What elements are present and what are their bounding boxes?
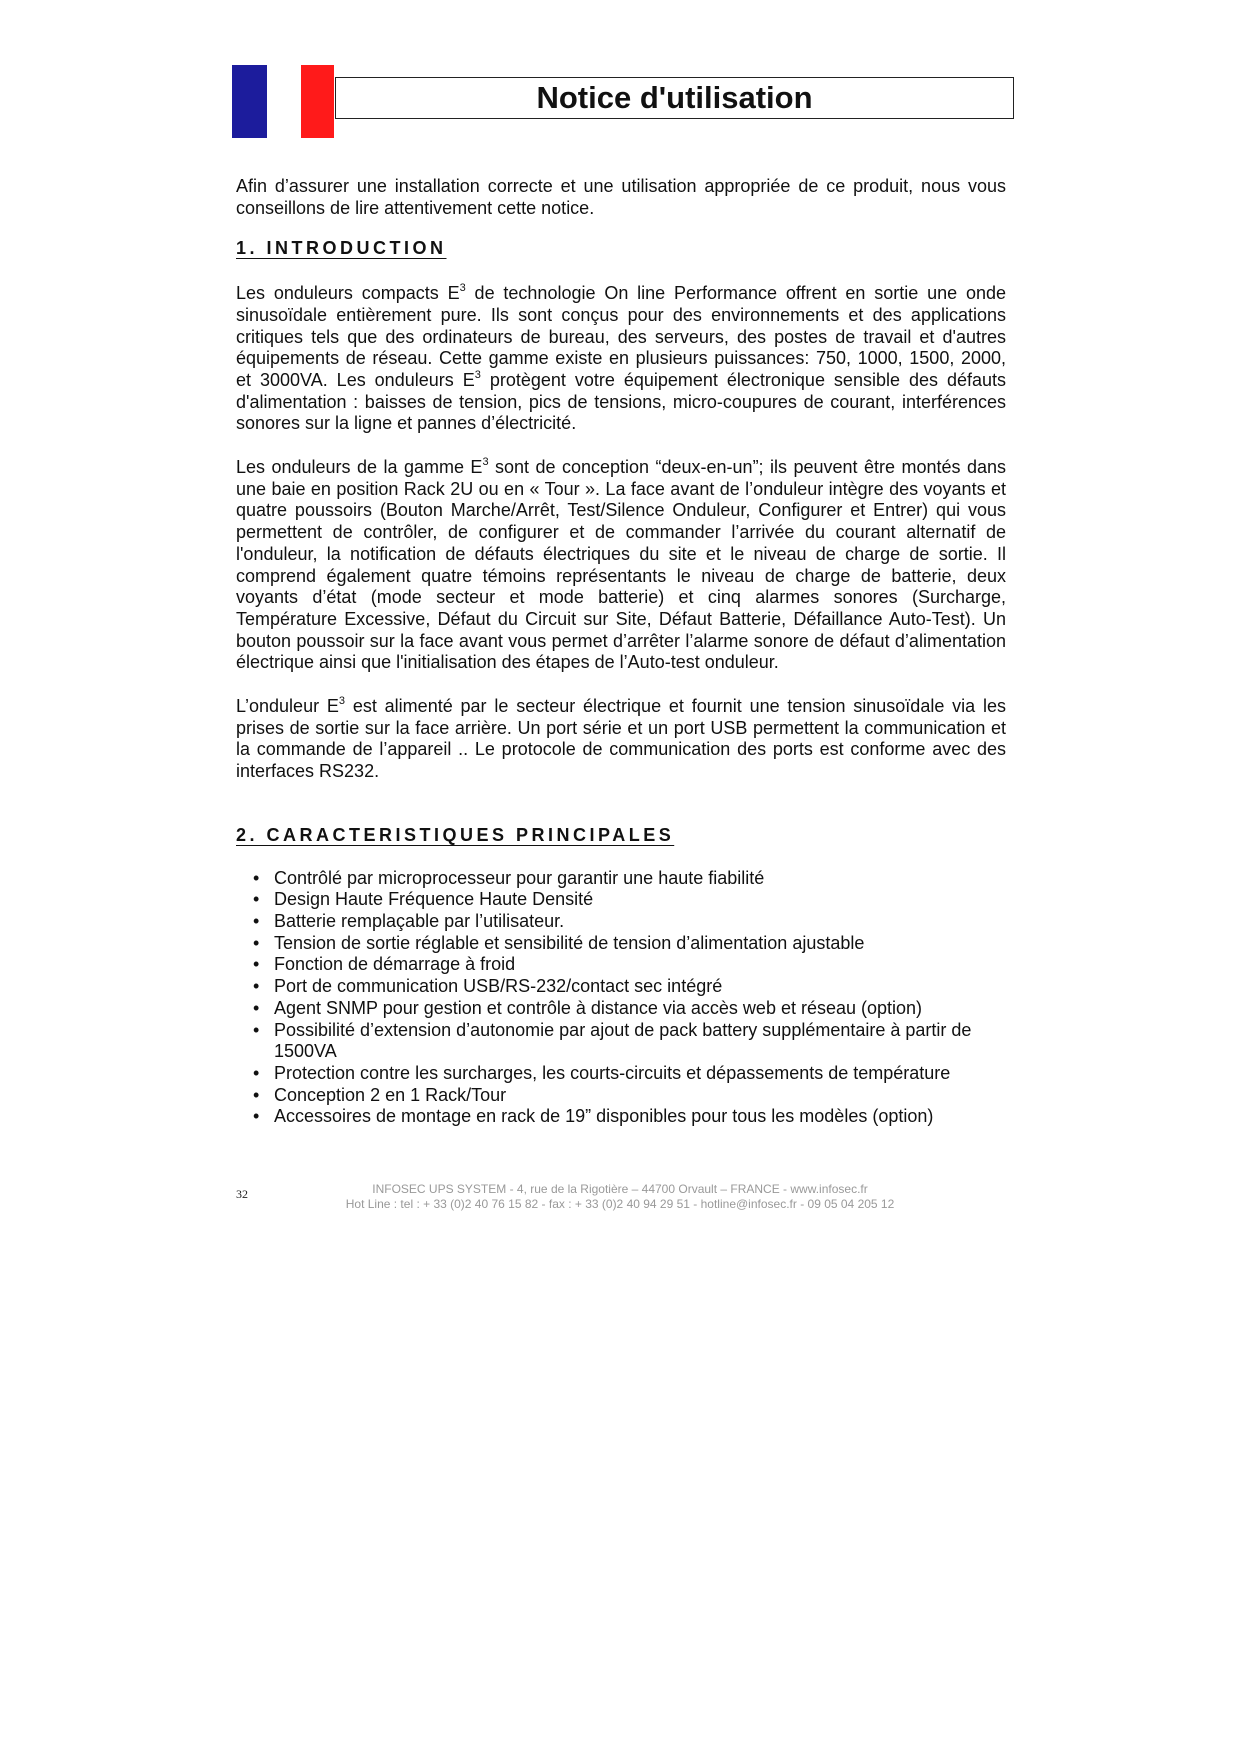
list-item: • Agent SNMP pour gestion et contrôle à distance via accès web et réseau (option) — [253, 997, 923, 1018]
flag-white-stripe — [267, 65, 301, 138]
intro-paragraph-1: Les onduleurs compacts $E^3$ de technologie On line Performance offrent en sortie une onde sinusoïdale entièrement pure. Ils sont conçus pour des environnements et des applications critiques tels que des ordinateurs de bureau, des serveurs, des postes de travail et d'autres équipements de réseau. Cette gamme existe en plusieurs puissances: 750, 1000, 1500, 2000, et 3000VA. Les onduleurs $E^3$ protègent votre équipement électronique sensible des défauts d'alimentation : baisses de tension, pics de tensions, micro-coupures de courant, interférences sonores sur la ligne et pannes d’électricité. — [236, 282, 1006, 434]
list-item: • Conception 2 en 1 Rack/Tour — [253, 1084, 507, 1105]
intro-paragraph: Afin d’assurer une installation correcte et une utilisation appropriée de ce produit, nous vous conseillons de lire attentivement cette notice. — [236, 176, 1006, 218]
list-item: • Fonction de démarrage à froid — [253, 954, 516, 975]
intro-paragraph-3: L’onduleur $E^3$ est alimenté par le secteur électrique et fournit une tension sinusoïdale via les prises de sortie sur la face arrière. Un port série et un port USB permettent la communication et la commande de l’appareil .. Le protocole de communication des ports est conforme avec des interfaces RS232. — [236, 695, 1006, 782]
list-item: • Accessoires de montage en rack de 19” disponibles pour tous les modèles (option) — [253, 1106, 934, 1127]
list-item: • Batterie remplaçable par l’utilisateur. — [253, 910, 565, 931]
list-item: • Tension de sortie réglable et sensibilité de tension d’alimentation ajustable — [253, 932, 865, 953]
section-heading-introduction: 1. INTRODUCTION — [236, 238, 447, 259]
flag-blue-stripe — [232, 65, 267, 138]
list-item: • Possibilité d’extension d’autonomie par ajout de pack battery supplémentaire à partir de 1500VA — [253, 1019, 972, 1062]
section-heading-caracteristiques: 2. CARACTERISTIQUES PRINCIPALES — [236, 824, 675, 845]
footer-address: INFOSEC UPS SYSTEM - 4, rue de la Rigotière – 44700 Orvault – FRANCE - www.infosec.fr — [372, 1182, 868, 1196]
footer-hotline: Hot Line : tel : + 33 (0)2 40 76 15 82 - fax : + 33 (0)2 40 94 29 51 - hotline@infosec.fr - 09 05 04 205 12 — [345, 1197, 895, 1211]
intro-paragraph-2: Les onduleurs de la gamme $E^3$ sont de conception “deux-en-un”; ils peuvent être montés dans une baie en position Rack 2U ou en « Tour ». La face avant de l’onduleur intègre des voyants et quatre poussoirs (Bouton Marche/Arrêt, Test/Silence Onduleur, Configurer et Entrer) qui vous permettent de contrôler, de configurer et de commander l’arrivée du courant alternatif de l'onduleur, la notification de défauts électriques du site et le niveau de charge de sortie. Il comprend également quatre témoins représentants le niveau de charge de batterie, deux voyants d’état (mode secteur et mode batterie) et cinq alarmes sonores (Surcharge, Température Excessive, Défaut du Circuit sur Site, Défaut Batterie, Défaillance Auto-Test). Un bouton poussoir sur la face avant vous permet d’arrêter l’alarme sonore de défaut d’alimentation électrique ainsi que l'initialisation des étapes de l’Auto-test onduleur. — [236, 456, 1006, 673]
list-item: • Protection contre les surcharges, les courts-circuits et dépassements de température — [253, 1062, 951, 1083]
page-number: 32 — [236, 1187, 248, 1201]
list-item: • Port de communication USB/RS-232/contact sec intégré — [253, 976, 723, 997]
document-body — [236, 176, 1006, 1128]
footer-contact — [300, 1182, 940, 1212]
title-box — [335, 77, 1014, 119]
features-list — [236, 868, 1006, 1128]
flag-red-stripe — [301, 65, 334, 138]
list-item: • Design Haute Fréquence Haute Densité — [253, 889, 594, 910]
list-item: • Contrôlé par microprocesseur pour garantir une haute fiabilité — [253, 867, 765, 888]
page-title: Notice d'utilisation — [536, 80, 813, 115]
